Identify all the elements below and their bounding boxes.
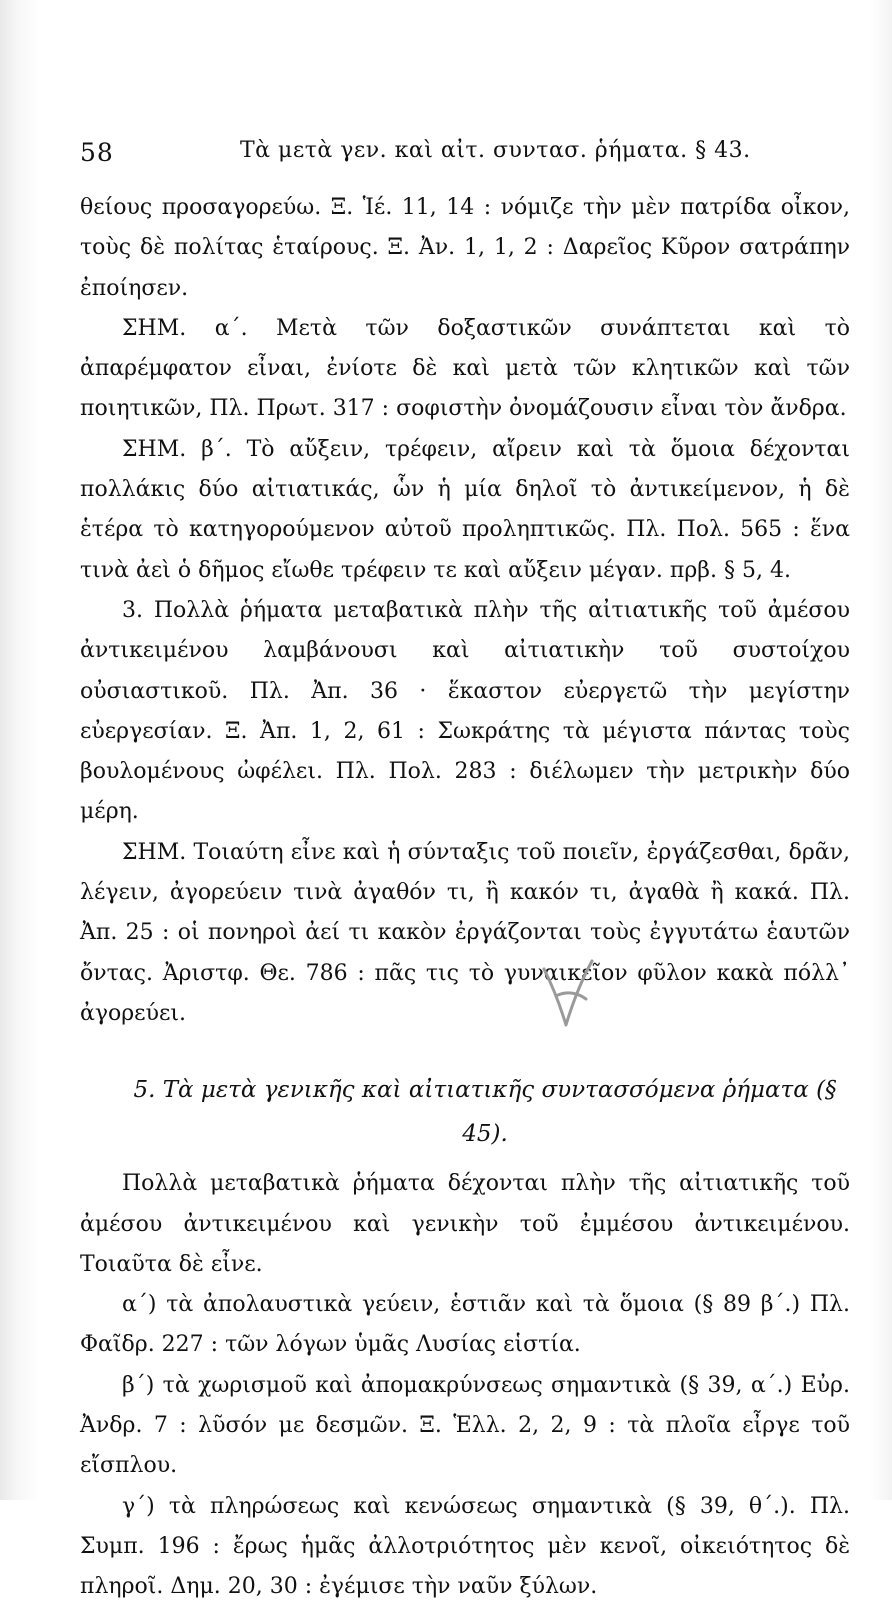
- note-paragraph: ΣΗΜ. β΄. Τὸ αὔξειν, τρέφειν, αἴρειν καὶ τὰ ὅμοια δέχονται πολλάκις δύο αἰτιατικάς, ὧν ἡ μία δηλοῖ τὸ ἀντικείμενον, ἡ δὲ ἑτέρα τὸ κατηγορούμενον αὐτοῦ προληπτικῶς. Πλ. Πολ. 565 : ἕνα τινὰ ἀεὶ ὁ δῆμος εἴωθε τρέφειν τε καὶ αὔξειν μέγαν. πρβ. § 5, 4.: [80, 436, 850, 583]
- page-number: 58: [80, 138, 114, 167]
- list-item: α΄) τὰ ἀπολαυστικὰ γεύειν, ἑστιᾶν καὶ τὰ ὅμοια (§ 89 β΄.) Πλ. Φαῖδρ. 227 : τῶν λόγων ὑμᾶς Λυσίας εἱστία.: [80, 1292, 850, 1358]
- page-header: [80, 138, 860, 178]
- list-item: β΄) τὰ χωρισμοῦ καὶ ἀπομακρύνσεως σημαντικὰ (§ 39, α΄.) Εὐρ. Ἀνδρ. 7 : λῦσόν με δεσμῶν. Ξ. Ἑλλ. 2, 2, 9 : τὰ πλοῖα εἶργε τοῦ εἴσπλου.: [80, 1372, 850, 1479]
- paragraph: Πολλὰ μεταβατικὰ ῥήματα δέχονται πλὴν τῆς αἰτιατικῆς τοῦ ἀμέσου ἀντικειμένου καὶ γενικὴν τοῦ ἐμμέσου ἀντικειμένου. Τοιαῦτα δὲ εἶνε.: [80, 1171, 850, 1277]
- running-title: Τὰ μετὰ γεν. καὶ αἰτ. συντασ. ῥήματα. § 43.: [240, 138, 751, 163]
- note-paragraph: ΣΗΜ. α΄. Μετὰ τῶν δοξαστικῶν συνάπτεται καὶ τὸ ἀπαρέμφατον εἶναι, ἐνίοτε δὲ καὶ μετὰ τῶν κλητικῶν καὶ τῶν ποιητικῶν, Πλ. Πρωτ. 317 : σοφιστὴν ὀνομάζουσιν εἶναι τὸν ἄνδρα.: [80, 315, 850, 422]
- paragraph: θείους προσαγορεύω. Ξ. Ἱέ. 11, 14 : νόμιζε τὴν μὲν πατρίδα οἶκον, τοὺς δὲ πολίτας ἑταίρους. Ξ. Ἀν. 1, 1, 2 : Δαρεῖος Κῦρον σατράπην ἐποίησεν.: [80, 195, 850, 301]
- body-text: [80, 188, 850, 1608]
- paragraph: 3. Πολλὰ ῥήματα μεταβατικὰ πλὴν τῆς αἰτιατικῆς τοῦ ἀμέσου ἀντικειμένου λαμβάνουσι καὶ αἰτιατικὴν τοῦ συστοίχου οὐσιαστικοῦ. Πλ. Ἀπ. 36 · ἕκαστον εὐεργετῶ τὴν μεγίστην εὐεργεσίαν. Ξ. Ἀπ. 1, 2, 61 : Σωκράτης τὰ μέγιστα πάντας τοὺς βουλομένους ὠφέλει. Πλ. Πολ. 283 : διέλωμεν τὴν μετρικὴν δύο μέρη.: [80, 597, 850, 825]
- note-paragraph: ΣΗΜ. Τοιαύτη εἶνε καὶ ἡ σύνταξις τοῦ ποιεῖν, ἐργάζεσθαι, δρᾶν, λέγειν, ἀγορεύειν τινὰ ἀγαθόν τι, ἢ κακόν τι, ἀγαθὰ ἢ κακά. Πλ. Ἀπ. 25 : οἱ πονηροὶ ἀεί τι κακὸν ἐργάζονται τοὺς ἐγγυτάτω ἑαυτῶν ὄντας. Ἀριστφ. Θε. 786 : πᾶς τις τὸ γυναικεῖον φῦλον κακὰ πόλλ᾽ ἀγορεύει.: [80, 839, 850, 1026]
- list-item: γ΄) τὰ πληρώσεως καὶ κενώσεως σημαντικὰ (§ 39, θ΄.). Πλ. Συμπ. 196 : ἔρως ἡμᾶς ἀλλοτριότητος μὲν κενοῖ, οἰκειότητος δὲ πληροῖ. Δημ. 20, 30 : ἐγέμισε τὴν ναῦν ξύλων.: [80, 1493, 850, 1600]
- handwritten-mark: [538, 955, 598, 1035]
- section-heading: 5. Τὰ μετὰ γενικῆς καὶ αἰτιατικῆς συντασσόμενα ῥήματα (§ 45).: [133, 1077, 837, 1148]
